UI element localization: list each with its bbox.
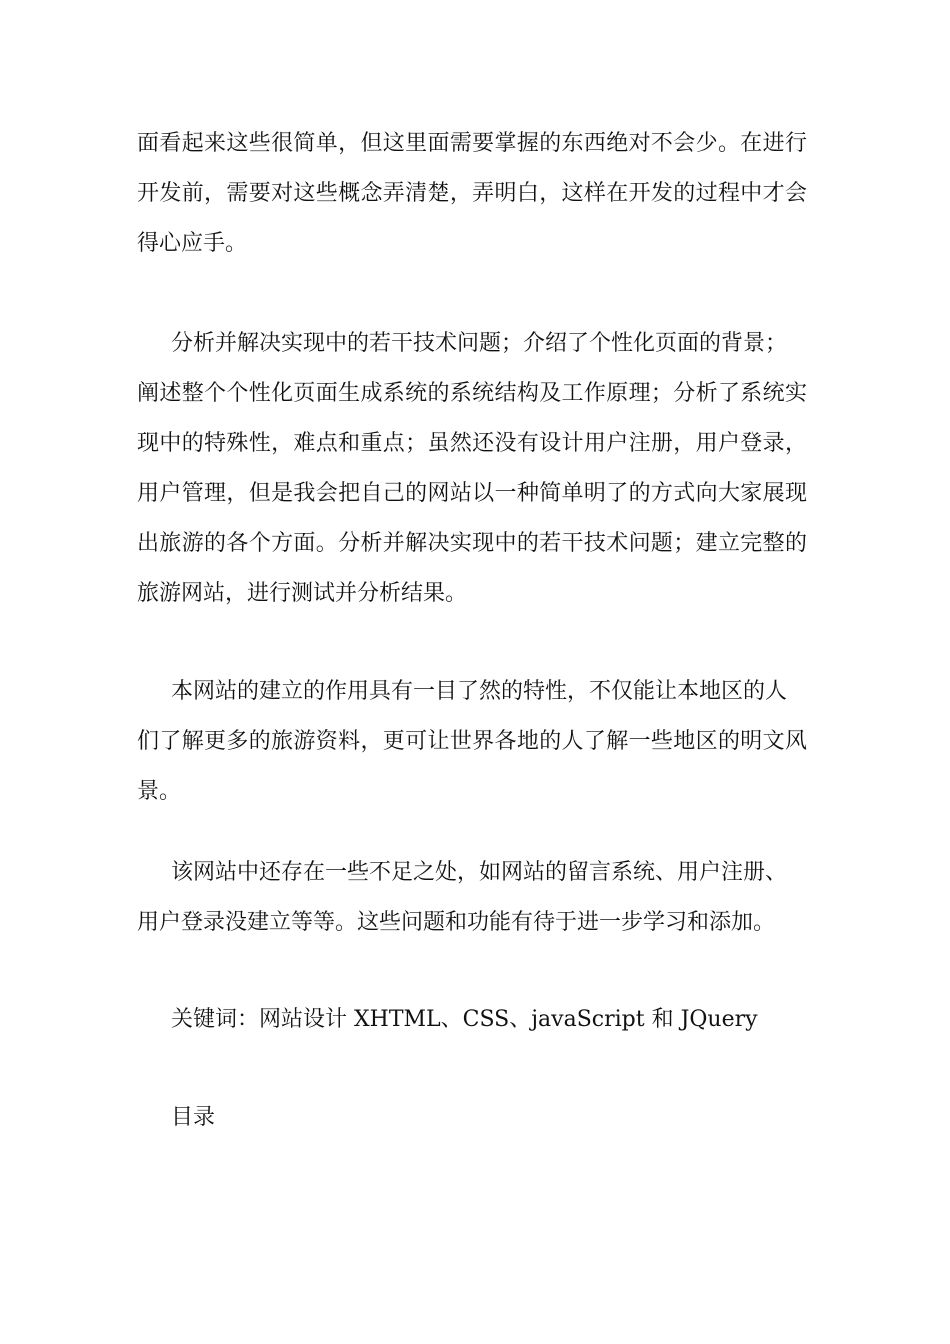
- text-line: 们了解更多的旅游资料，更可让世界各地的人了解一些地区的明文风: [137, 729, 807, 754]
- text-line: 用户管理，但是我会把自己的网站以一种简单明了的方式向大家展现: [137, 481, 807, 506]
- text-line: 用户登录没建立等等。这些问题和功能有待于进一步学习和添加。: [137, 910, 776, 935]
- keywords-line: 关键词：网站设计 XHTML、CSS、javaScript 和 JQuery: [171, 1007, 758, 1032]
- text-line: 旅游网站，进行测试并分析结果。: [137, 581, 468, 606]
- toc-heading: 目录: [171, 1105, 216, 1130]
- text-line: 开发前，需要对这些概念弄清楚，弄明白，这样在开发的过程中才会: [137, 181, 807, 206]
- text-line: 分析并解决实现中的若干技术问题；介绍了个性化页面的背景；: [171, 331, 788, 356]
- text-line: 景。: [137, 779, 182, 804]
- text-line: 现中的特殊性，难点和重点；虽然还没有设计用户注册，用户登录，: [137, 431, 807, 456]
- text-line: 本网站的建立的作用具有一目了然的特性，不仅能让本地区的人: [171, 679, 788, 704]
- text-line: 该网站中还存在一些不足之处，如网站的留言系统、用户注册、: [171, 860, 788, 885]
- text-line: 面看起来这些很简单，但这里面需要掌握的东西绝对不会少。在进行: [137, 131, 807, 156]
- text-line: 阐述整个个性化页面生成系统的系统结构及工作原理；分析了系统实: [137, 381, 807, 406]
- text-line: 得心应手。: [137, 231, 248, 256]
- text-line: 出旅游的各个方面。分析并解决实现中的若干技术问题；建立完整的: [137, 531, 807, 556]
